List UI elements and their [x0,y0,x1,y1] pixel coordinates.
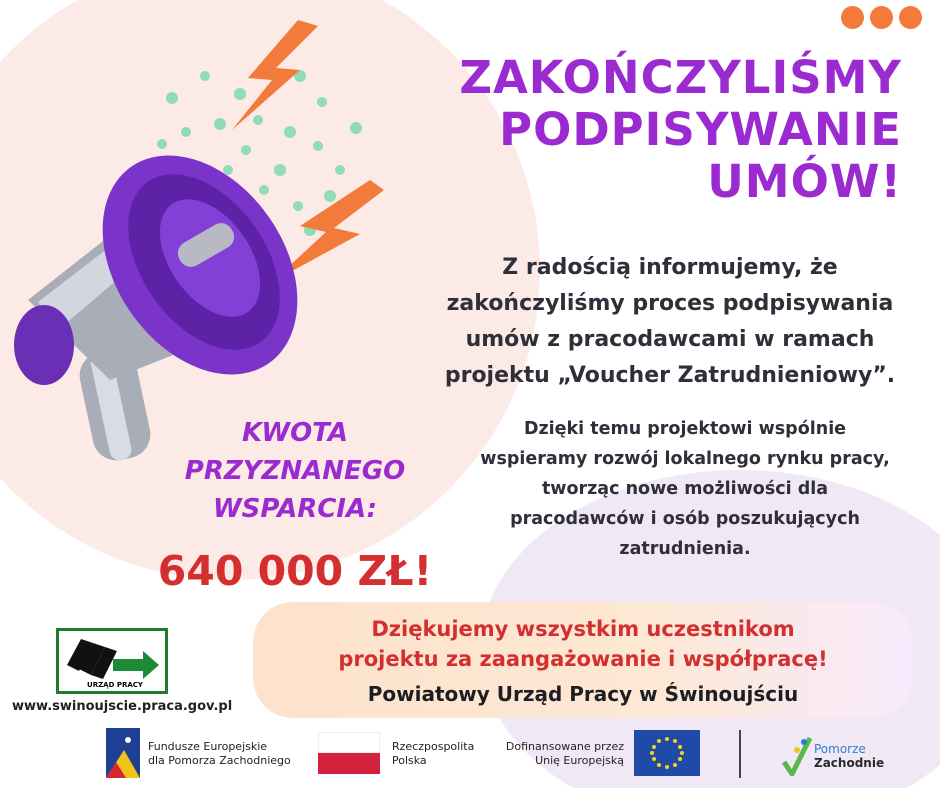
thanks-line: Dziękujemy wszystkim uczestnikom [371,617,795,641]
fe-label-line: Fundusze Europejskie [148,740,268,753]
poland-flag-icon [318,732,380,774]
ue-label-line: Dofinansowane przez [505,740,624,753]
support-label-line: PRZYZNANEGO [184,456,406,486]
support-label-line: KWOTA [241,418,349,448]
rp-label-line: Rzeczpospolita [392,740,475,753]
funders-strip [0,722,940,788]
intro-line: umów z pracodawcami w ramach [465,327,875,352]
logo-label: URZĄD PRACY [87,681,143,689]
thanks-line: projektu za zaangażowanie i współpracę! [338,647,828,671]
orange-dot [899,6,922,29]
details-text [460,414,910,564]
fe-label [148,740,291,768]
details-line: pracodawców i osób poszukujących [510,509,860,529]
website-url[interactable]: www.swinoujscie.praca.gov.pl [12,699,233,714]
support-amount: 640 000 ZŁ! [157,547,433,595]
pz-label-line: Zachodnie [814,756,885,770]
pz-label-line: Pomorze [814,742,866,756]
orange-dot [841,6,864,29]
megaphone-illustration [0,20,420,480]
details-line: zatrudnienia. [619,539,751,559]
decor-dots [841,6,922,29]
fe-logo-icon [106,728,140,778]
rp-label-line: Polska [392,754,427,767]
orange-dot [870,6,893,29]
logo-graphic [59,631,165,683]
details-line: wspieramy rozwój lokalnego rynku pracy, [480,449,890,469]
headline-line: UMÓW! [707,155,902,208]
intro-line: Z radością informujemy, że [502,255,838,280]
funders-separator [739,730,741,778]
eu-flag-icon [634,730,700,776]
office-name: Powiatowy Urząd Pracy w Świnoujściu [367,682,799,706]
urzad-pracy-logo-icon [56,628,168,694]
pz-label [814,742,884,770]
thanks-text [253,614,913,674]
megaphone-icon [14,119,338,412]
ue-label-line: Unię Europejską [535,754,624,767]
details-line: Dzięki temu projektowi wspólnie [523,419,847,439]
intro-line: zakończyliśmy proces podpisywania [446,291,894,316]
headline [382,52,902,208]
intro-line: projektu „Voucher Zatrudnieniowy”. [444,363,896,388]
support-label-line: WSPARCIA: [213,494,377,524]
intro-text [410,250,930,394]
headline-line: ZAKOŃCZYLIŚMY [459,51,902,104]
fe-label-line: dla Pomorza Zachodniego [148,754,291,767]
headline-line: PODPISYWANIE [499,103,902,156]
ue-label [500,740,624,768]
pomorze-zachodnie-logo-icon [782,732,812,776]
support-label [140,414,450,528]
details-line: tworząc nowe możliwości dla [541,479,829,499]
rp-label [392,740,474,768]
